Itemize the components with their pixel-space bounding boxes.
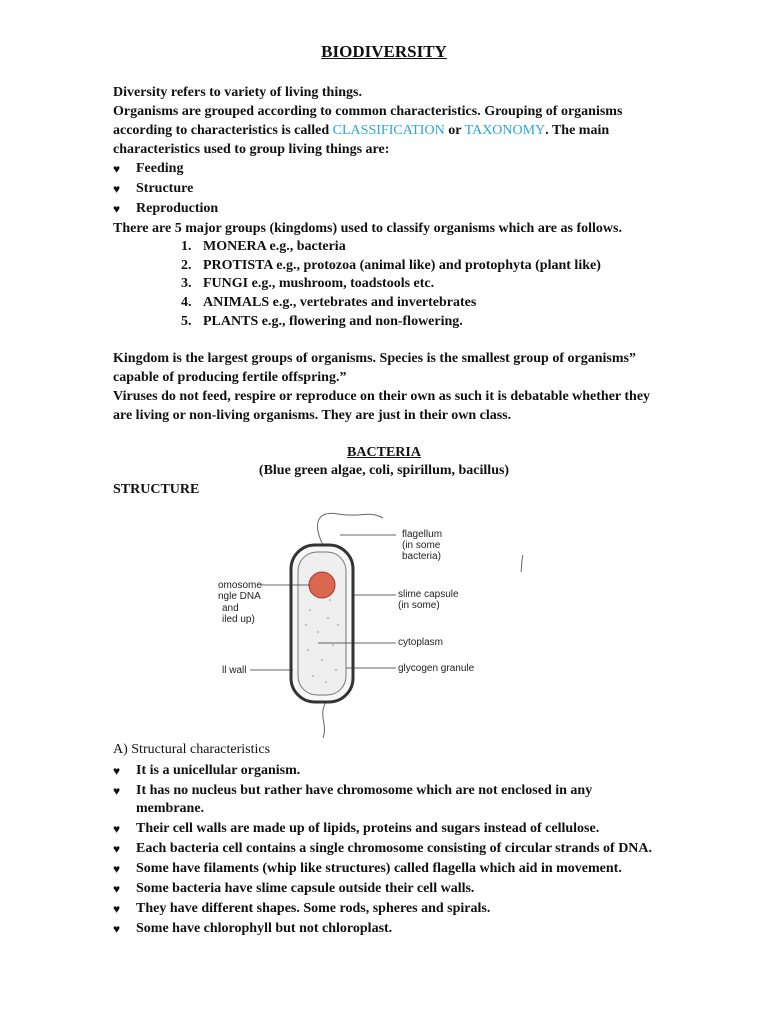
para2-line-4: are living or non-living organisms. They are just in their own class. — [113, 408, 512, 423]
bacteria-subheading: (Blue green algae, coli, spirillum, bacillus) — [258, 463, 510, 478]
intro-line-3-or: or — [444, 123, 465, 138]
structure-label: STRUCTURE — [113, 482, 200, 497]
heart-bullet-icon: ♥ — [113, 842, 121, 856]
chromosome-label-4: iled up) — [222, 614, 255, 625]
kingdoms-intro: There are 5 major groups (kingdoms) used to classify organisms which are as follows. — [113, 221, 622, 236]
slime-label-2: (in some) — [398, 600, 440, 611]
bacteria-heading: BACTERIA — [347, 445, 421, 460]
intro-line-3-b: . The main — [545, 123, 610, 138]
heart-bullet-icon: ♥ — [113, 902, 121, 916]
heart-bullet-icon: ♥ — [113, 784, 121, 798]
kingdom-number: 2. — [181, 258, 192, 273]
heart-bullet-icon: ♥ — [113, 182, 121, 196]
heart-bullet-icon: ♥ — [113, 202, 121, 216]
cell-wall-label: ll wall — [222, 665, 247, 676]
chromosome-circle — [309, 572, 335, 598]
stray-mark — [521, 555, 523, 572]
list-item: Some have chlorophyll but not chloroplast. — [136, 921, 393, 936]
para2-line-3: Viruses do not feed, respire or reproduce on their own as such it is debatable whether they — [113, 389, 651, 404]
cytoplasm-label: cytoplasm — [398, 637, 444, 648]
intro-line-1: Diversity refers to variety of living things. — [113, 85, 362, 100]
heart-bullet-icon: ♥ — [113, 764, 121, 778]
heart-bullet-icon: ♥ — [113, 162, 121, 176]
kingdom-item: PROTISTA e.g., protozoa (animal like) and protophyta (plant like) — [203, 258, 601, 273]
flagellum-label-1: flagellum — [402, 529, 443, 540]
list-item: Reproduction — [136, 201, 219, 216]
kingdom-item: PLANTS e.g., flowering and non-flowering. — [203, 314, 463, 329]
kingdom-number: 4. — [181, 295, 192, 310]
flagellum-label-2: (in some — [402, 540, 441, 551]
chromosome-label-2: ngle DNA — [218, 591, 261, 602]
chromosome-label-3: and — [222, 603, 239, 614]
heart-bullet-icon: ♥ — [113, 822, 121, 836]
heart-bullet-icon: ♥ — [113, 862, 121, 876]
flagellum-top — [318, 513, 383, 545]
list-item: Structure — [136, 181, 194, 196]
list-item: It has no nucleus but rather have chromosome which are not enclosed in any — [136, 783, 593, 798]
list-item: Their cell walls are made up of lipids, proteins and sugars instead of cellulose. — [136, 821, 600, 836]
intro-line-2: Organisms are grouped according to common characteristics. Grouping of organisms — [113, 104, 623, 119]
list-item-continuation: membrane. — [136, 801, 205, 816]
flagellum-bottom — [323, 702, 326, 738]
glycogen-label: glycogen granule — [398, 663, 475, 674]
kingdom-item: MONERA e.g., bacteria — [203, 239, 346, 254]
kingdom-item: FUNGI e.g., mushroom, toadstools etc. — [203, 276, 435, 291]
heart-bullet-icon: ♥ — [113, 922, 121, 936]
classification-term: CLASSIFICATION — [332, 123, 445, 138]
list-item: Some have filaments (whip like structures) called flagella which aid in movement. — [136, 861, 622, 876]
para2-line-2: capable of producing fertile offspring.” — [113, 370, 347, 385]
intro-line-3-a: according to characteristics is called — [113, 123, 333, 138]
page-title: BIODIVERSITY — [321, 42, 447, 61]
slime-label-1: slime capsule — [398, 589, 459, 600]
list-item: Some bacteria have slime capsule outside their cell walls. — [136, 881, 475, 896]
bacteria-diagram — [218, 500, 538, 740]
list-item: Each bacteria cell contains a single chromosome consisting of circular strands of DNA. — [136, 841, 653, 856]
heart-bullet-icon: ♥ — [113, 882, 121, 896]
kingdom-number: 5. — [181, 314, 192, 329]
intro-line-4: characteristics used to group living things are: — [113, 142, 390, 157]
para2-line-1: Kingdom is the largest groups of organisms. Species is the smallest group of organisms” — [113, 351, 636, 366]
kingdom-item: ANIMALS e.g., vertebrates and invertebrates — [203, 295, 477, 310]
structural-heading: A) Structural characteristics — [113, 742, 271, 757]
kingdom-number: 1. — [181, 239, 192, 254]
kingdom-number: 3. — [181, 276, 192, 291]
list-item: Feeding — [136, 161, 184, 176]
list-item: They have different shapes. Some rods, spheres and spirals. — [136, 901, 491, 916]
intro-line-3 — [113, 122, 609, 139]
chromosome-label-1: omosome — [218, 580, 262, 591]
taxonomy-term: TAXONOMY — [464, 123, 546, 138]
list-item: It is a unicellular organism. — [136, 763, 301, 778]
flagellum-label-3: bacteria) — [402, 551, 441, 562]
